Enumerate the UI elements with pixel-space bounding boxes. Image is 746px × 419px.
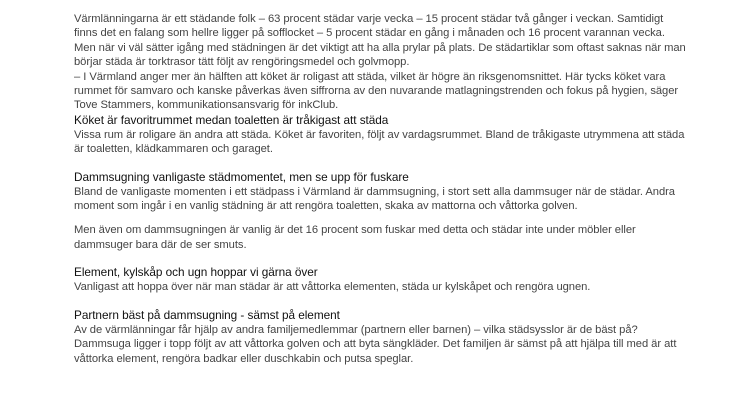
section-partner — [74, 308, 686, 366]
section-body-extra: Men även om dammsugningen är vanlig är det 16 procent som fuskar med detta och städar inte under möbler eller dammsuger bara där de ser smuts. — [74, 224, 636, 251]
section-vacuuming — [74, 170, 686, 253]
section-body: Vanligast att hoppa över när man städar är att våttorka elementen, städa ur kylskåpet och rengöra ugnen. — [74, 281, 591, 294]
section-body: Bland de vanligaste momenten i ett städpass i Värmland är dammsugning, i stort sett alla dammsuger när de städar. Andra moment som ingår i en vanlig städning är att rengöra toaletten, skaka av mattorna och våttorka golven. — [74, 185, 675, 213]
section-heading: Dammsugning vanligaste städmomentet, men se upp för fuskare — [74, 169, 409, 184]
section-appliances — [74, 265, 686, 294]
section-heading: Element, kylskåp och ugn hoppar vi gärna över — [74, 265, 318, 280]
intro-paragraph-1: Värmlänningarna är ett städande folk – 63 procent städar varje vecka – 15 procent städar två gånger i veckan. Samtidigt finns det en falang som hellre ligger på sofflocket – 5 procent städar en gång i månaden och 16 procent varannan vecka. Men när vi väl sätter igång med städningen är det viktigt att ha alla prylar på plats. De städartiklar som oftast saknas när man börjar städa är torktrasor tätt följt av rengöringsmedel och golvmopp. — [74, 13, 686, 69]
document-body — [74, 12, 686, 379]
section-kitchen — [74, 113, 686, 157]
section-body: Vissa rum är roligare än andra att städa. Köket är favoriten, följt av vardagsrummet. Bland de tråkigaste utrymmena att städa är toaletten, klädkammaren och garaget. — [74, 128, 685, 156]
section-body: Av de värmlänningar får hjälp av andra familjemedlemmar (partnern eller barnen) – vilka städsysslor är de bäst på? Dammsuga ligger i topp följt av att våttorka golven och att byta sängkläder. Det familjen är sämst på att hjälpa till med är att våttorka element, rengöra badkar eller duschkabin och putsa speglar. — [74, 323, 677, 365]
section-heading: Partnern bäst på dammsugning - sämst på element — [74, 307, 340, 322]
intro-paragraph-2: – I Värmland anger mer än hälften att köket är roligast att städa, vilket är högre än riksgenomsnittet. Här tycks köket vara rummet för samvaro och kanske påverkas även siffrorna av den nuvarande matlagningstrenden och fokus på hygien, säger Tove Stammers, kommunikationsansvarig för inkClub. — [74, 70, 679, 112]
section-heading: Köket är favoritrummet medan toaletten är tråkigast att städa — [74, 112, 389, 127]
